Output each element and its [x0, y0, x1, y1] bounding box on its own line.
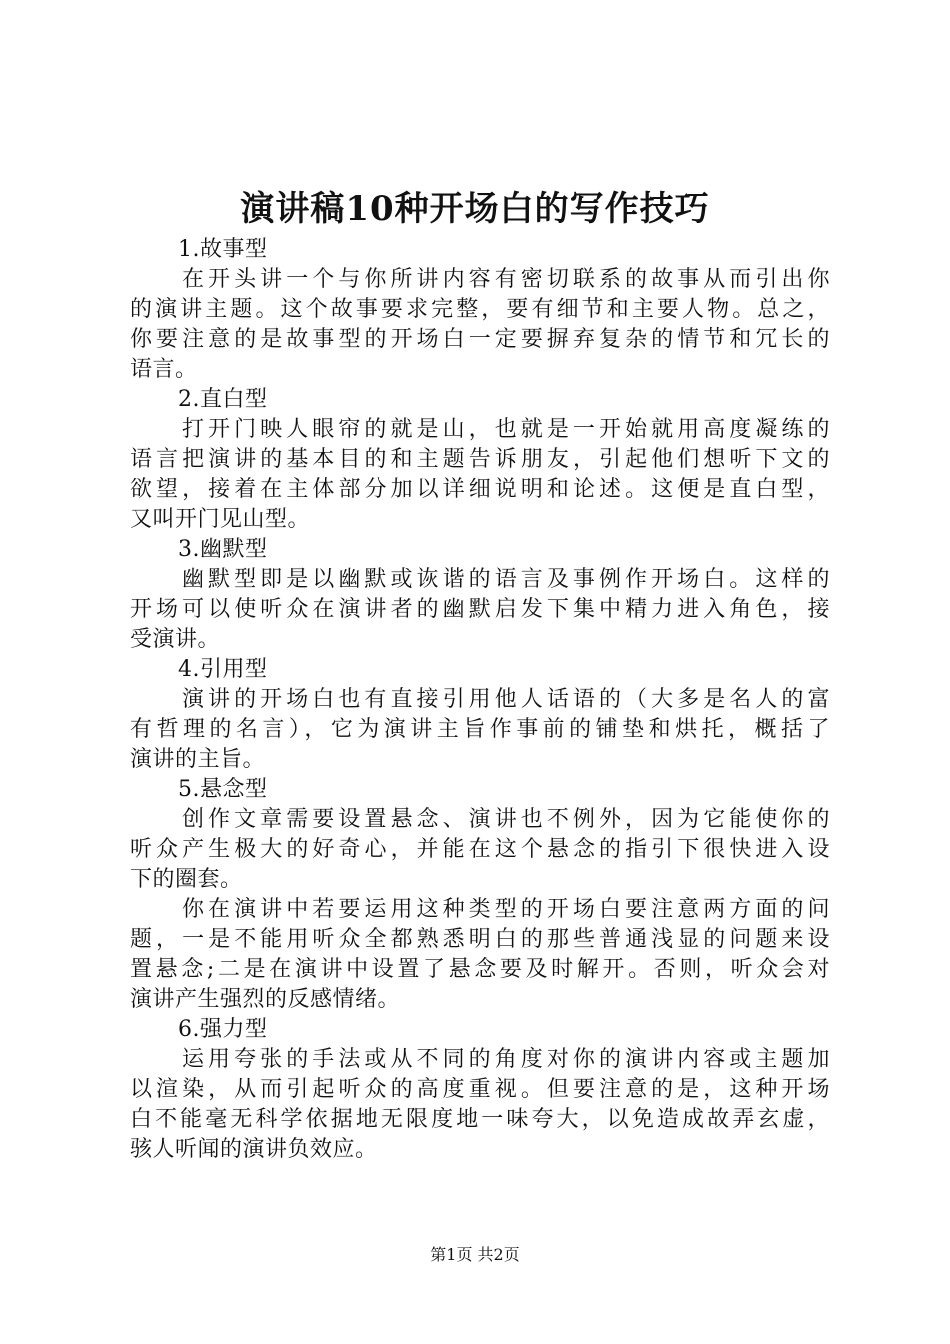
page-number-footer: 第1页 共2页: [430, 1245, 520, 1264]
section-heading: 2.直白型: [178, 387, 268, 412]
paragraph-line: 创作文章需要设置悬念、演讲也不例外，因为它能使你的: [182, 807, 830, 832]
paragraph-line: 以渲染，从而引起听众的高度重视。但要注意的是，这种开场: [130, 1077, 830, 1102]
document-title: 演讲稿10种开场白的写作技巧: [240, 189, 710, 229]
paragraph-line: 题，一是不能用听众全都熟悉明白的那些普通浅显的问题来设: [130, 927, 830, 952]
paragraph-line: 语言把演讲的基本目的和主题告诉朋友，引起他们想听下文的: [130, 447, 830, 472]
paragraph-line: 又叫开门见山型。: [130, 507, 311, 532]
section-heading: 6.强力型: [178, 1017, 268, 1042]
section-heading: 3.幽默型: [178, 537, 268, 562]
paragraph-line: 在开头讲一个与你所讲内容有密切联系的故事从而引出你: [182, 267, 830, 292]
paragraph-line: 幽默型即是以幽默或诙谐的语言及事例作开场白。这样的: [182, 567, 830, 592]
section-heading: 1.故事型: [178, 237, 268, 262]
paragraph-line: 受演讲。: [130, 627, 221, 652]
paragraph-line: 欲望，接着在主体部分加以详细说明和论述。这便是直白型，: [130, 477, 830, 502]
paragraph-line: 演讲的开场白也有直接引用他人话语的（大多是名人的富: [182, 687, 830, 712]
paragraph-line: 有哲理的名言），它为演讲主旨作事前的铺垫和烘托，概括了: [130, 717, 830, 742]
paragraph-line: 语言。: [130, 357, 198, 382]
section-heading: 5.悬念型: [178, 777, 268, 802]
paragraph-line: 下的圈套。: [130, 867, 243, 892]
paragraph-line: 骇人听闻的演讲负效应。: [130, 1137, 378, 1162]
paragraph-line: 你在演讲中若要运用这种类型的开场白要注意两方面的问: [182, 897, 830, 922]
paragraph-line: 的演讲主题。这个故事要求完整，要有细节和主要人物。总之，: [130, 297, 830, 322]
paragraph-line: 置悬念;二是在演讲中设置了悬念要及时解开。否则，听众会对: [130, 957, 830, 982]
paragraph-line: 白不能毫无科学依据地无限度地一味夸大，以免造成故弄玄虚，: [130, 1107, 830, 1132]
document-body: [130, 235, 830, 1165]
paragraph-line: 你要注意的是故事型的开场白一定要摒弃复杂的情节和冗长的: [130, 327, 830, 352]
paragraph-line: 运用夸张的手法或从不同的角度对你的演讲内容或主题加: [182, 1047, 830, 1072]
paragraph-line: 听众产生极大的好奇心，并能在这个悬念的指引下很快进入设: [130, 837, 830, 862]
paragraph-line: 开场可以使听众在演讲者的幽默启发下集中精力进入角色，接: [130, 597, 830, 622]
paragraph-line: 打开门映人眼帘的就是山，也就是一开始就用高度凝练的: [182, 417, 830, 442]
paragraph-line: 演讲的主旨。: [130, 747, 266, 772]
section-heading: 4.引用型: [178, 657, 268, 682]
paragraph-line: 演讲产生强烈的反感情绪。: [130, 987, 401, 1012]
